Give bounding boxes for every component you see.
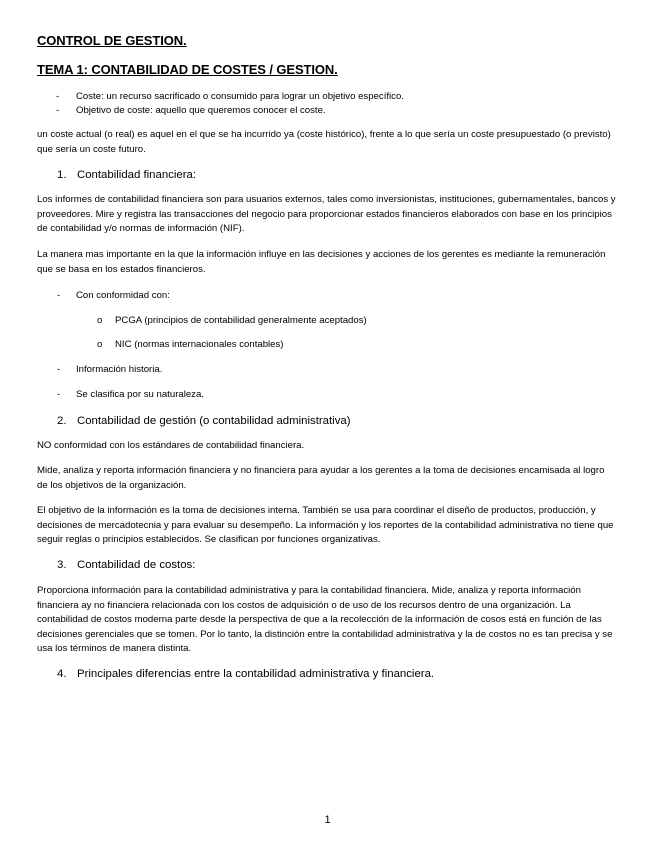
section-heading <box>57 668 434 680</box>
section-number: 4. <box>57 668 67 680</box>
section-title: Contabilidad de gestión (o contabilidad administrativa) <box>77 415 351 427</box>
section-number: 3. <box>57 559 67 571</box>
intro-paragraph: un coste actual (o real) es aquel en el que se ha incurrido ya (coste histórico), frente a lo que sería un coste presupuestado (o previsto) que sería un coste futuro. <box>37 129 611 155</box>
section-title: Contabilidad financiera: <box>77 169 197 181</box>
sub-list-item: PCGA (principios de contabilidad generalmente aceptados) <box>115 315 367 326</box>
bullet-marker: - <box>56 91 60 102</box>
sub-bullet-marker: o <box>97 315 103 326</box>
list-item: Se clasifica por su naturaleza. <box>76 389 204 400</box>
list-item: Con conformidad con: <box>76 290 170 301</box>
section-heading <box>57 415 351 427</box>
page-number: 1 <box>324 814 331 826</box>
sub-list-item: NIC (normas internacionales contables) <box>115 339 284 350</box>
section-title: Contabilidad de costos: <box>77 559 196 571</box>
section-title: Principales diferencias entre la contabilidad administrativa y financiera. <box>77 668 435 680</box>
paragraph: Los informes de contabilidad financiera son para usuarios externos, tales como inversionistas, instituciones, gubernamentales, bancos y proveedores. Mire y registra las transacciones del negocio para proporcionar estados financieros elaborados con base en los principios de contabilidad y/o normas de información (NIF). <box>37 194 616 234</box>
paragraph: NO conformidad con los estándares de contabilidad financiera. <box>37 440 305 451</box>
intro-bullet: Objetivo de coste: aquello que queremos conocer el coste. <box>76 105 326 116</box>
list-item: Información historia. <box>76 364 163 375</box>
bullet-marker: - <box>57 389 61 400</box>
bullet-marker: - <box>57 290 61 301</box>
topic-heading: TEMA 1: CONTABILIDAD DE COSTES / GESTION. <box>37 62 338 77</box>
paragraph: La manera mas importante en la que la información influye en las decisiones y acciones de los gerentes es mediante la remuneración que se basa en los estados financieros. <box>37 249 606 275</box>
section-number: 1. <box>57 169 67 181</box>
document-title: CONTROL DE GESTION. <box>37 33 187 48</box>
paragraph: Mide, analiza y reporta información financiera y no financiera para ayudar a los gerentes a la toma de decisiones encamisada al logro de los objetivos de la organización. <box>37 465 605 491</box>
paragraph: El objetivo de la información es la toma de decisiones interna. También se usa para coordinar el diseño de productos, producción, y decisiones de mercadotecnia y para evaluar su desempeño. La información y los reportes de la contabilidad administrativa no tiene que seguir reglas o principios establecidos. Se clasifican por funciones organizativas. <box>37 505 614 545</box>
section-heading <box>57 559 195 571</box>
bullet-marker: - <box>56 105 60 116</box>
paragraph: Proporciona información para la contabilidad administrativa y para la contabilidad financiera. Mide, analiza y reporta información financiera ay no financiera relacionada con los costos de adquisición o de uso de los recursos dentro de una organización. La contabilidad de costos moderna parte desde la perspectiva de que a la recolección de la información de cosos está en función de las decisiones gerenciales que se tomen. Por lo tanto, la distinción entre la contabilidad administrativa y la de costos no es tan precisa y se usa los términos de manera distinta. <box>37 585 613 654</box>
bullet-marker: - <box>57 364 61 375</box>
intro-bullet: Coste: un recurso sacrificado o consumido para lograr un objetivo específico. <box>76 91 404 102</box>
section-heading <box>57 169 196 181</box>
sub-bullet-marker: o <box>97 339 103 350</box>
section-number: 2. <box>57 415 67 427</box>
